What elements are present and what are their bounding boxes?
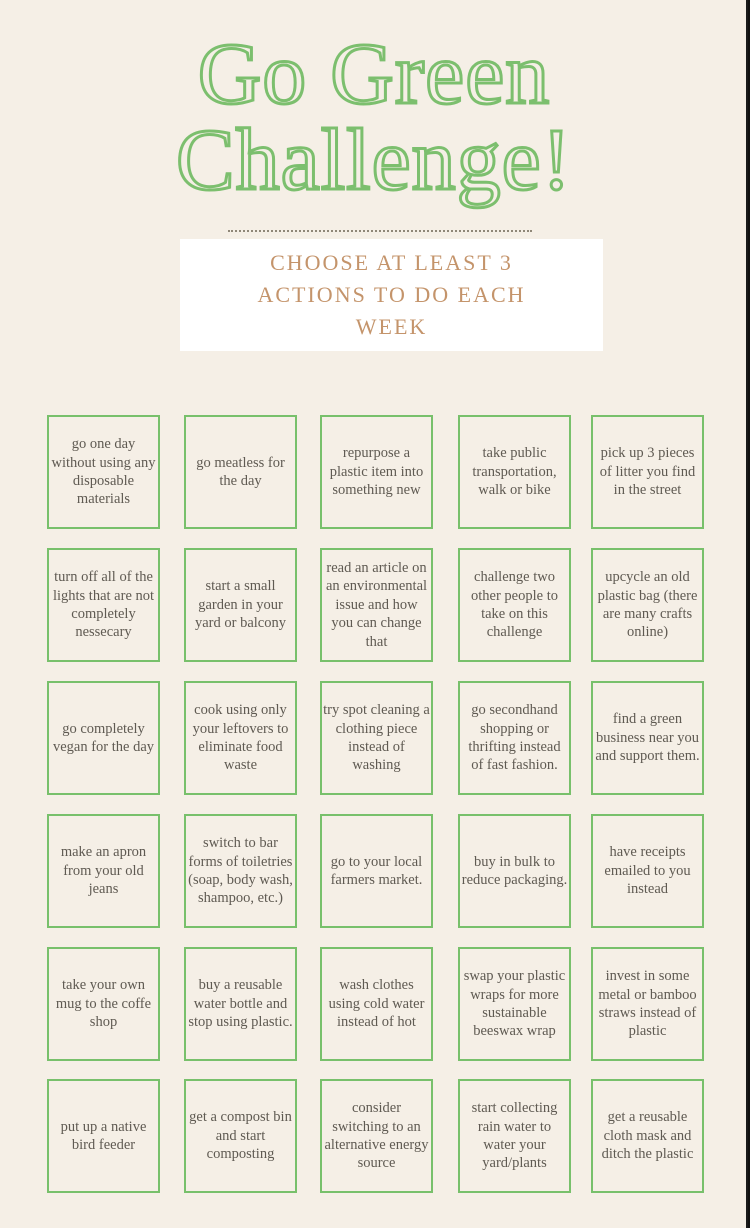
challenge-cell: upcycle an old plastic bag (there are many crafts online): [591, 548, 704, 662]
challenge-cell: buy in bulk to reduce packaging.: [458, 814, 571, 928]
challenge-cell: swap your plastic wraps for more sustainable beeswax wrap: [458, 947, 571, 1061]
challenge-cell: turn off all of the lights that are not completely nessecary: [47, 548, 160, 662]
challenge-cell: go one day without using any disposable materials: [47, 415, 160, 529]
challenge-cell: start collecting rain water to water your yard/plants: [458, 1079, 571, 1193]
challenge-cell: read an article on an environmental issue and how you can change that: [320, 548, 433, 662]
challenge-cell: have receipts emailed to you instead: [591, 814, 704, 928]
challenge-cell: buy a reusable water bottle and stop using plastic.: [184, 947, 297, 1061]
challenge-cell: switch to bar forms of toiletries (soap, body wash, shampoo, etc.): [184, 814, 297, 928]
dotted-divider: [228, 230, 532, 232]
challenge-cell: get a reusable cloth mask and ditch the plastic: [591, 1079, 704, 1193]
challenge-cell: put up a native bird feeder: [47, 1079, 160, 1193]
challenge-cell: wash clothes using cold water instead of hot: [320, 947, 433, 1061]
challenge-cell: repurpose a plastic item into something new: [320, 415, 433, 529]
challenge-cell: get a compost bin and start composting: [184, 1079, 297, 1193]
challenge-cell: consider switching to an alternative energy source: [320, 1079, 433, 1193]
challenge-cell: take your own mug to the coffe shop: [47, 947, 160, 1061]
challenge-cell: try spot cleaning a clothing piece instead of washing: [320, 681, 433, 795]
challenge-cell: pick up 3 pieces of litter you find in the street: [591, 415, 704, 529]
challenge-cell: take public transportation, walk or bike: [458, 415, 571, 529]
challenge-cell: go to your local farmers market.: [320, 814, 433, 928]
challenge-cell: go meatless for the day: [184, 415, 297, 529]
title-line-1: Go Green: [197, 26, 551, 123]
challenge-cell: go completely vegan for the day: [47, 681, 160, 795]
challenge-cell: find a green business near you and support them.: [591, 681, 704, 795]
challenge-cell: cook using only your leftovers to eliminate food waste: [184, 681, 297, 795]
title-line-2: Challenge!: [175, 112, 573, 209]
subtitle-banner: [180, 239, 603, 351]
challenge-cell: invest in some metal or bamboo straws instead of plastic: [591, 947, 704, 1061]
challenge-cell: go secondhand shopping or thrifting instead of fast fashion.: [458, 681, 571, 795]
challenge-cell: start a small garden in your yard or balcony: [184, 548, 297, 662]
challenge-cell: make an apron from your old jeans: [47, 814, 160, 928]
challenge-cell: challenge two other people to take on this challenge: [458, 548, 571, 662]
subtitle-text: CHOOSE AT LEAST 3 ACTIONS TO DO EACH WEEK: [257, 250, 526, 339]
